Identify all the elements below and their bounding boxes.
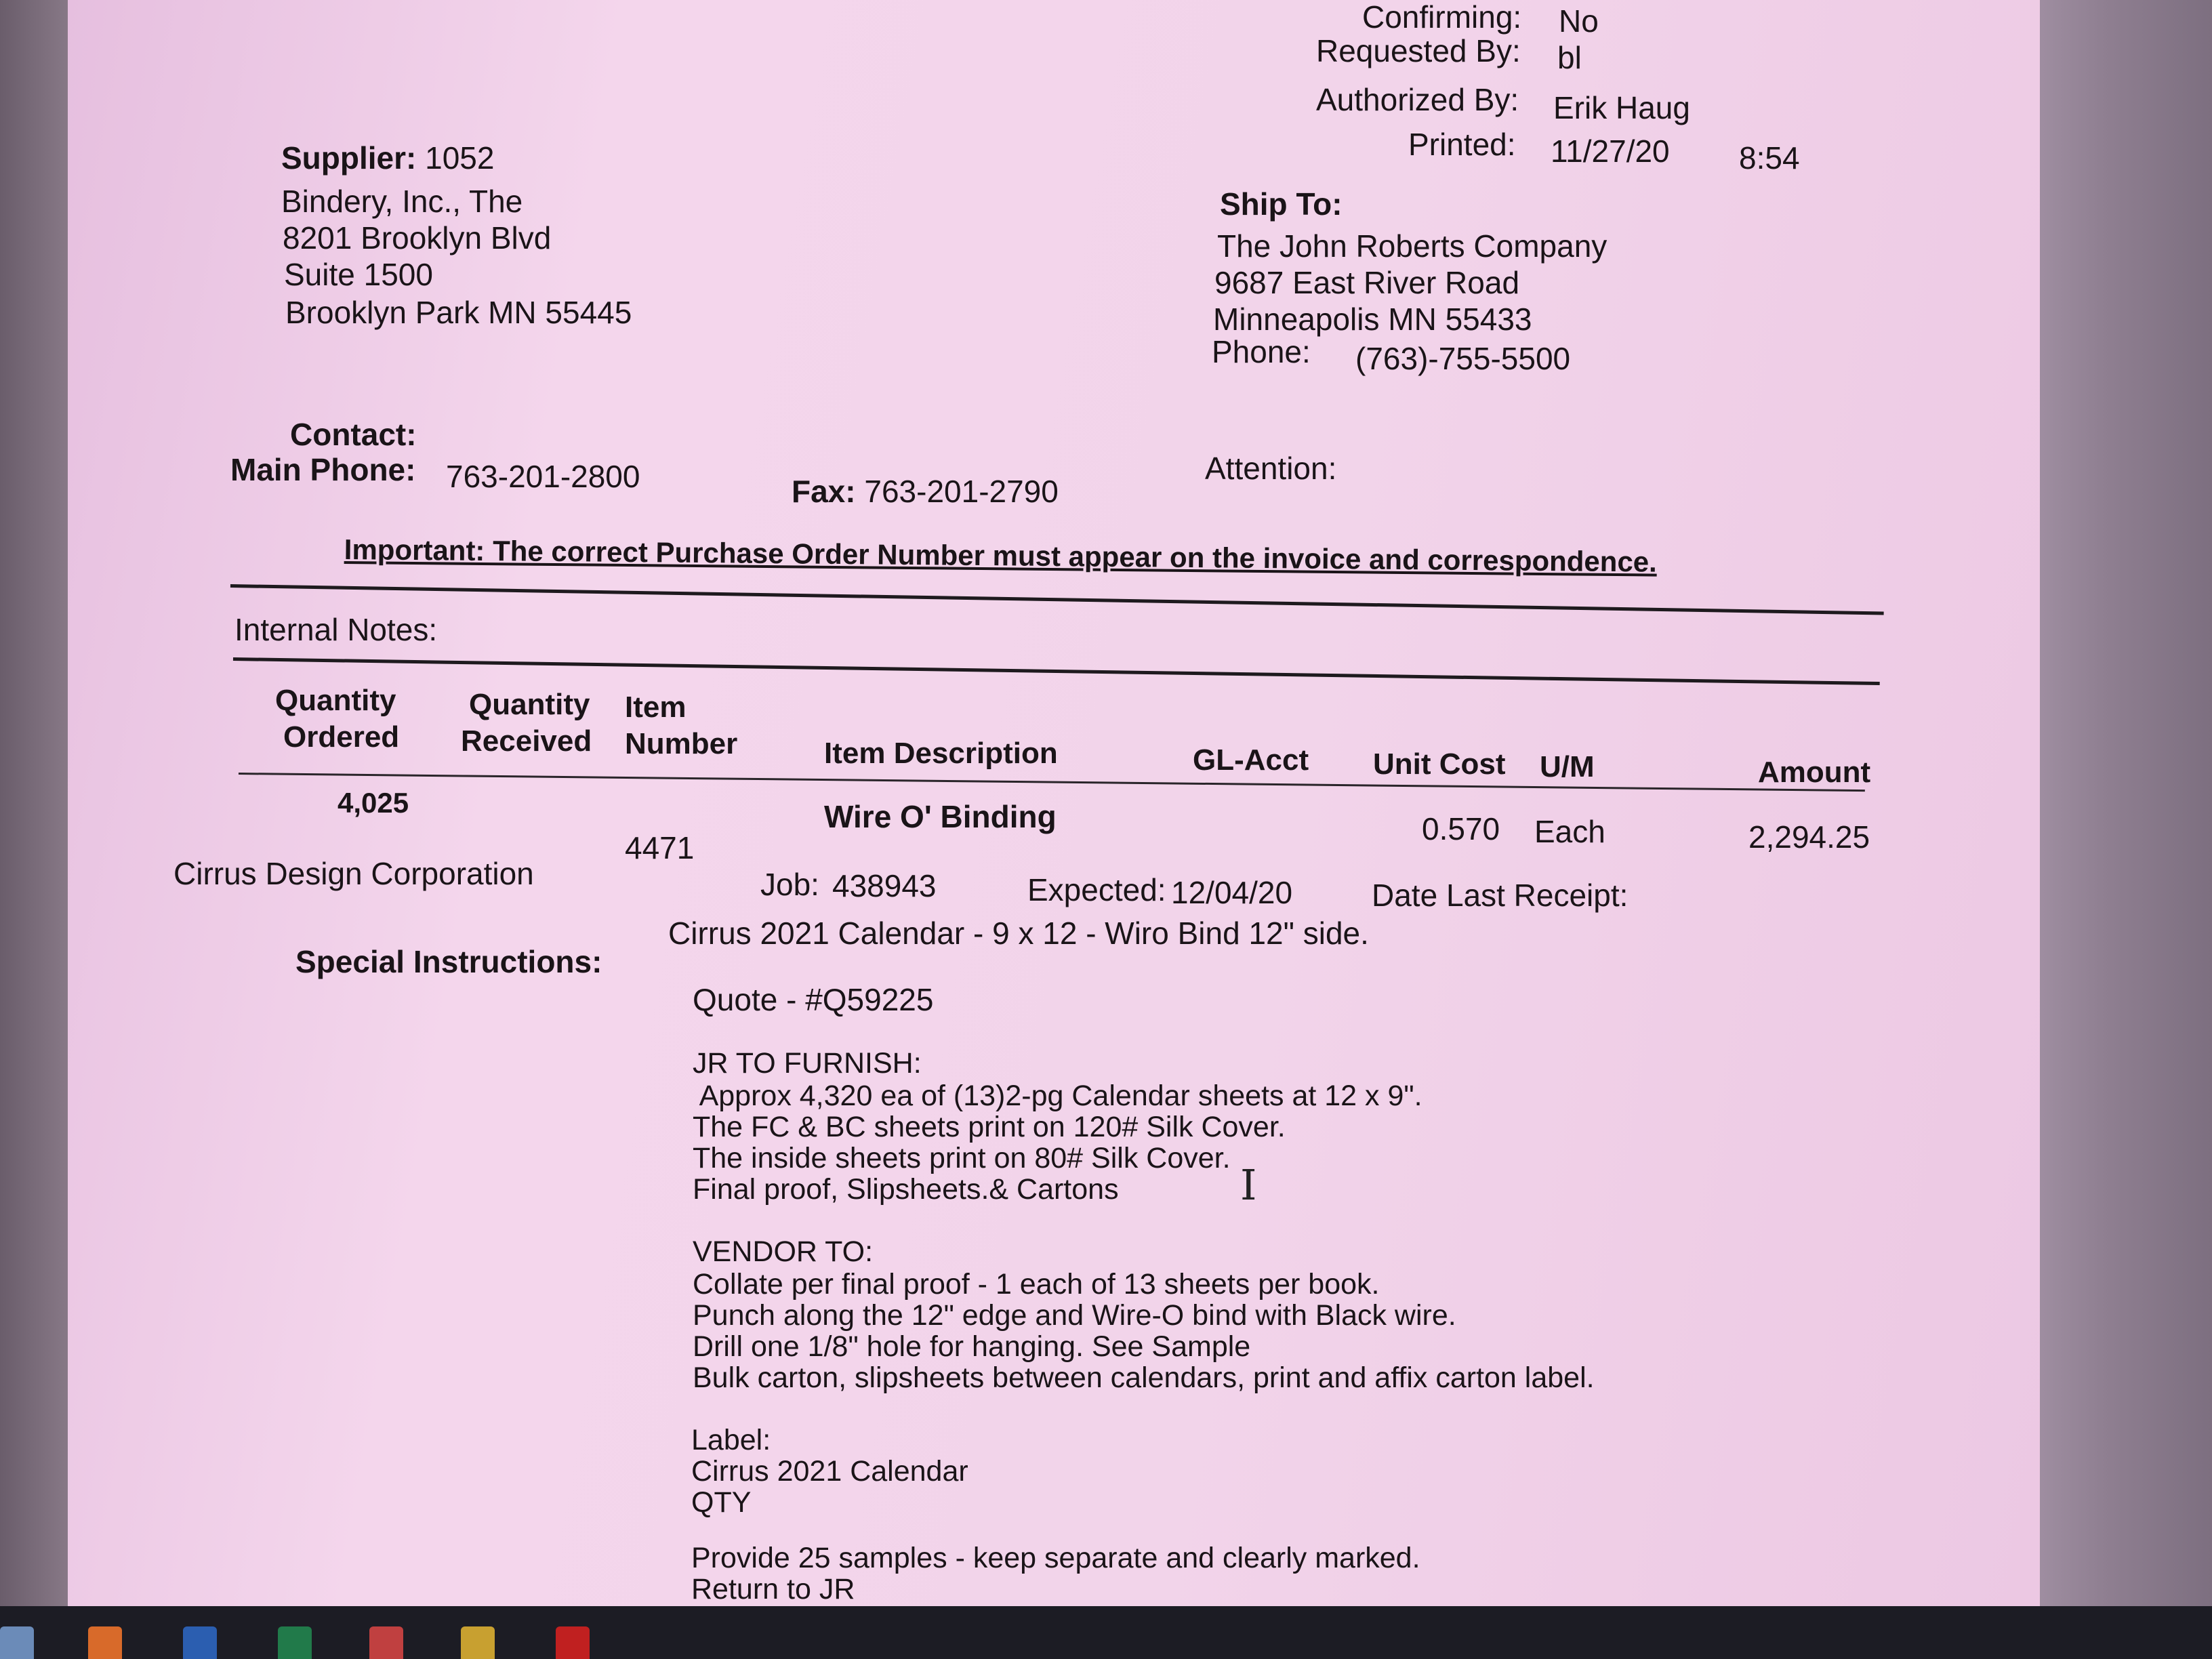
supplier-line: Brooklyn Park MN 55445 (285, 295, 632, 330)
row-amount: 2,294.25 (1748, 819, 1870, 855)
furnish-line: Final proof, Slipsheets.& Cartons (693, 1173, 1119, 1206)
app-icon[interactable] (369, 1626, 403, 1659)
authorized-by-value: Erik Haug (1553, 90, 1690, 125)
special-instructions-label: Special Instructions: (295, 944, 602, 979)
requested-by-value: bl (1557, 40, 1582, 75)
internal-notes-label: Internal Notes: (234, 612, 438, 647)
supplier-heading (281, 140, 495, 176)
vendor-line: Punch along the 12" edge and Wire-O bind with Black wire. (693, 1299, 1456, 1332)
label-heading: Label: (691, 1424, 771, 1456)
fax-field (792, 476, 1059, 507)
row-job-value: 438943 (832, 868, 937, 903)
main-phone-label: Main Phone: (230, 452, 416, 487)
col-header-item-number: Item (625, 691, 687, 724)
col-header-um: U/M (1540, 750, 1595, 783)
col-header-qty-ordered: Quantity (275, 684, 396, 717)
outlook-icon[interactable] (88, 1626, 122, 1659)
furnish-line: The inside sheets print on 80# Silk Cover. (693, 1142, 1231, 1174)
samples-line: Provide 25 samples - keep separate and clearly marked. (691, 1542, 1420, 1574)
taskbar (0, 1606, 2212, 1659)
purchase-order-page (68, 0, 2040, 1606)
chrome-icon[interactable] (461, 1626, 495, 1659)
excel-icon[interactable] (278, 1626, 312, 1659)
col-header-qty-ordered: Ordered (283, 720, 400, 754)
col-header-item-description: Item Description (824, 737, 1058, 770)
fax-value: 763-201-2790 (864, 474, 1059, 509)
row-unit-cost: 0.570 (1422, 811, 1500, 846)
quote-line: Quote - #Q59225 (693, 982, 934, 1017)
row-description: Wire O' Binding (824, 799, 1057, 834)
printed-date: 11/27/20 (1551, 134, 1670, 169)
col-header-item-number: Number (625, 727, 738, 760)
text-cursor-icon: I (1240, 1160, 1257, 1210)
attention-label: Attention: (1205, 451, 1337, 486)
confirming-value: No (1559, 3, 1599, 39)
ship-to-phone-label: Phone: (1212, 334, 1311, 369)
supplier-line: 8201 Brooklyn Blvd (283, 220, 552, 255)
acrobat-icon[interactable] (556, 1626, 590, 1659)
furnish-line: Approx 4,320 ea of (13)2-pg Calendar sheets at 12 x 9". (693, 1080, 1422, 1112)
ship-to-phone-value: (763)-755-5500 (1355, 341, 1571, 376)
contact-label: Contact: (290, 417, 417, 452)
row-customer: Cirrus Design Corporation (173, 856, 534, 891)
furnish-heading: JR TO FURNISH: (693, 1047, 922, 1080)
printed-time: 8:54 (1739, 140, 1800, 176)
ship-to-line: 9687 East River Road (1214, 265, 1520, 300)
printed-label: Printed: (1408, 127, 1516, 162)
label-line: Cirrus 2021 Calendar (691, 1455, 968, 1488)
row-job-label: Job: (760, 867, 819, 902)
confirming-label: Confirming: (1362, 0, 1522, 35)
file-explorer-icon[interactable] (0, 1626, 34, 1659)
ship-to-label: Ship To: (1220, 186, 1343, 222)
important-notice: Important: The correct Purchase Order Number must appear on the invoice and correspondence. (344, 533, 1658, 578)
authorized-by-label: Authorized By: (1316, 82, 1519, 117)
monitor-bezel-left (0, 0, 75, 1606)
main-phone-value: 763-201-2800 (446, 459, 640, 494)
supplier-id: 1052 (425, 140, 495, 176)
row-um: Each (1534, 814, 1605, 849)
supplier-line: Bindery, Inc., The (281, 184, 523, 219)
row-item-desc-long: Cirrus 2021 Calendar - 9 x 12 - Wiro Bind 12" side. (668, 916, 1369, 951)
requested-by-label: Requested By: (1316, 33, 1521, 68)
col-header-qty-received: Received (461, 724, 592, 758)
row-expected-value: 12/04/20 (1171, 875, 1293, 910)
col-header-gl-acct: GL-Acct (1193, 743, 1309, 777)
vendor-line: Drill one 1/8" hole for hanging. See Sample (693, 1330, 1251, 1363)
ship-to-line: Minneapolis MN 55433 (1213, 302, 1532, 337)
fax-label: Fax: (792, 474, 856, 509)
divider-line (233, 657, 1880, 685)
word-icon[interactable] (183, 1626, 217, 1659)
table-header-rule (239, 773, 1865, 792)
row-item-number: 4471 (625, 830, 695, 865)
samples-line: Return to JR (691, 1573, 855, 1605)
label-line: QTY (691, 1486, 752, 1519)
furnish-line: The FC & BC sheets print on 120# Silk Cover. (693, 1111, 1286, 1143)
supplier-label: Supplier: (281, 140, 417, 176)
col-header-amount: Amount (1758, 756, 1871, 789)
col-header-qty-received: Quantity (469, 688, 590, 721)
vendor-heading: VENDOR TO: (693, 1235, 874, 1268)
divider-line (230, 584, 1884, 615)
supplier-line: Suite 1500 (284, 257, 433, 292)
monitor-bezel-right (2033, 0, 2212, 1606)
vendor-line: Collate per final proof - 1 each of 13 sheets per book. (693, 1268, 1380, 1300)
ship-to-line: The John Roberts Company (1217, 228, 1607, 264)
row-qty-ordered: 4,025 (337, 787, 409, 819)
vendor-line: Bulk carton, slipsheets between calendars, print and affix carton label. (693, 1361, 1595, 1394)
row-expected-label: Expected: (1027, 872, 1166, 907)
col-header-unit-cost: Unit Cost (1373, 747, 1506, 781)
row-date-last-receipt: Date Last Receipt: (1372, 878, 1629, 913)
